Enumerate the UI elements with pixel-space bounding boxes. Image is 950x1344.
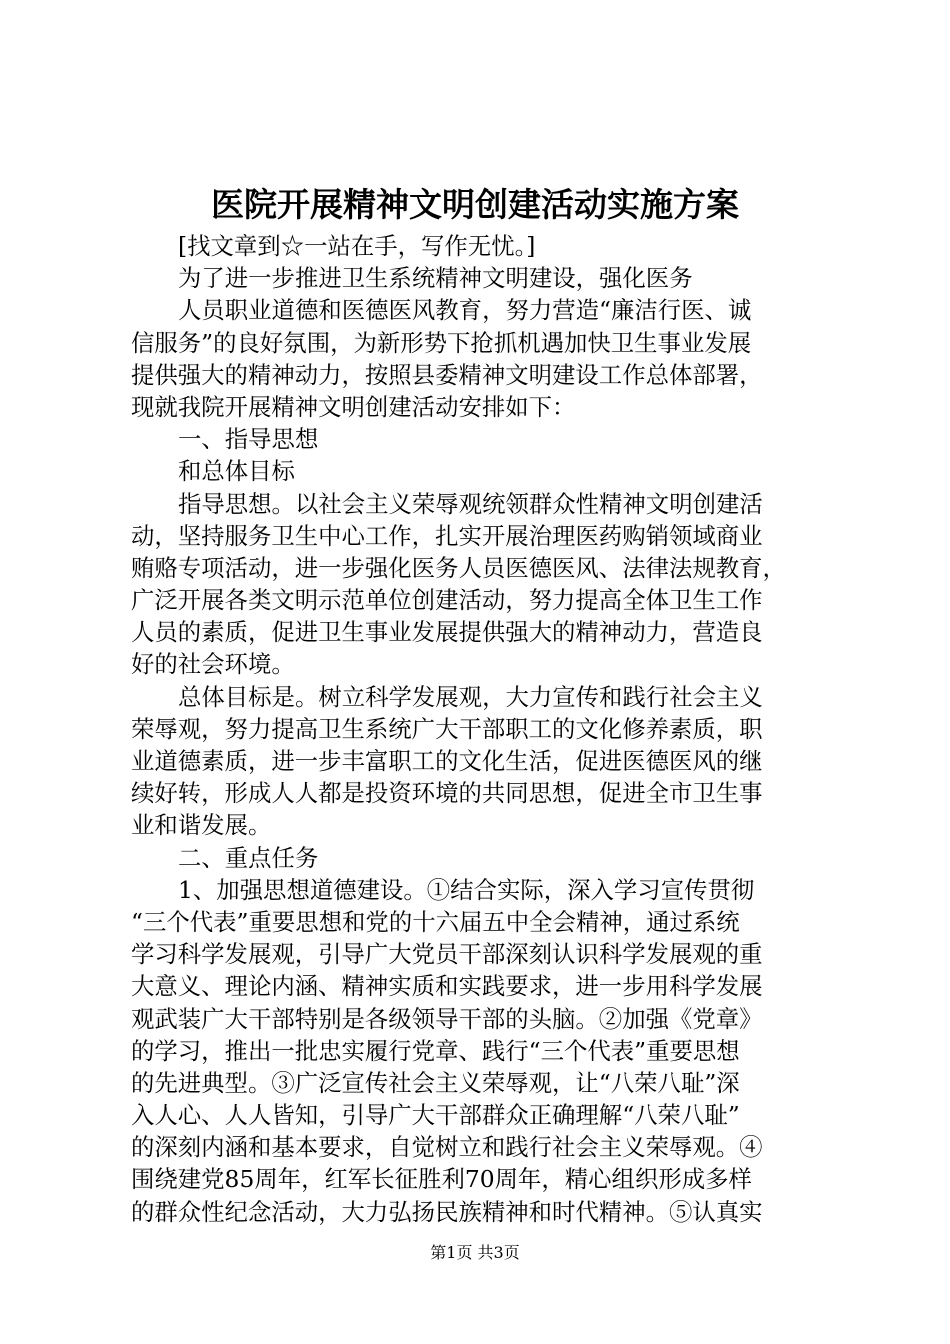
paragraph-line: 人员的素质，促进卫生事业发展提供强大的精神动力，营造良 bbox=[131, 618, 763, 647]
paragraph-line: 的先进典型。③广泛宣传社会主义荣辱观，让“八荣八耻”深 bbox=[131, 1068, 740, 1097]
paragraph-line: 为了进一步推进卫生系统精神文明建设，强化医务 bbox=[178, 264, 693, 293]
paragraph-line: 动，坚持服务卫生中心工作，扎实开展治理医药购销领域商业 bbox=[131, 521, 763, 550]
page-footer: 第1页 共3页 bbox=[430, 1243, 520, 1262]
paragraph-line: 广泛开展各类文明示范单位创建活动，努力提高全体卫生工作 bbox=[131, 586, 763, 615]
document-title: 医院开展精神文明创建活动实施方案 bbox=[211, 185, 739, 224]
paragraph-line: 业道德素质，进一步丰富职工的文化生活，促进医德医风的继 bbox=[131, 747, 763, 775]
paragraph-line: 总体目标是。树立科学发展观，大力宣传和践行社会主义 bbox=[178, 682, 763, 711]
paragraph-line: 现就我院开展精神文明创建活动安排如下： bbox=[131, 392, 576, 421]
paragraph-line: “三个代表”重要思想和党的十六届五中全会精神，通过系统 bbox=[131, 907, 740, 936]
paragraph-line: 续好转，形成人人都是投资环境的共同思想，促进全市卫生事 bbox=[131, 779, 763, 808]
paragraph-line: 的学习，推出一批忠实履行党章、践行“三个代表”重要思想 bbox=[131, 1036, 740, 1065]
paragraph-line: 信服务”的良好氛围，为新形势下抢抓机遇加快卫生事业发展 bbox=[131, 328, 752, 357]
paragraph-line: 荣辱观，努力提高卫生系统广大干部职工的文化修养素质，职 bbox=[131, 714, 763, 743]
paragraph-line: 1、加强思想道德建设。①结合实际，深入学习宣传贯彻 bbox=[178, 875, 755, 904]
paragraph-line: 入人心、人人皆知，引导广大干部群众正确理解“八荣八耻” bbox=[131, 1101, 740, 1130]
paragraph-line: 的群众性纪念活动，大力弘扬民族精神和时代精神。⑤认真实 bbox=[131, 1197, 763, 1226]
paragraph-line: 二、重点任务 bbox=[178, 843, 319, 872]
paragraph-line: 指导思想。以社会主义荣辱观统领群众性精神文明创建活 bbox=[178, 489, 763, 518]
document-body bbox=[131, 230, 831, 1228]
paragraph-line: 提供强大的精神动力，按照县委精神文明建设工作总体部署， bbox=[131, 360, 763, 389]
paragraph-line: [找文章到☆一站在手，写作无忧。] bbox=[178, 232, 536, 260]
paragraph-line: 围绕建党85周年，红军长征胜利70周年，精心组织形成多样 bbox=[131, 1165, 752, 1194]
paragraph-line: 贿赂专项活动，进一步强化医务人员医德医风、法律法规教育， bbox=[131, 553, 786, 582]
paragraph-line: 大意义、理论内涵、精神实质和实践要求，进一步用科学发展 bbox=[131, 972, 763, 1001]
paragraph-line: 学习科学发展观，引导广大党员干部深刻认识科学发展观的重 bbox=[131, 940, 763, 969]
paragraph-line: 的深刻内涵和基本要求，自觉树立和践行社会主义荣辱观。④ bbox=[131, 1133, 763, 1162]
paragraph-line: 人员职业道德和医德医风教育，努力营造“廉洁行医、诚 bbox=[178, 296, 752, 325]
paragraph-line: 业和谐发展。 bbox=[131, 811, 272, 840]
paragraph-line: 观武装广大干部特别是各级领导干部的头脑。②加强《党章》 bbox=[131, 1004, 763, 1033]
paragraph-line: 和总体目标 bbox=[178, 457, 295, 486]
paragraph-line: 一、指导思想 bbox=[178, 425, 319, 454]
paragraph-line: 好的社会环境。 bbox=[131, 650, 295, 679]
